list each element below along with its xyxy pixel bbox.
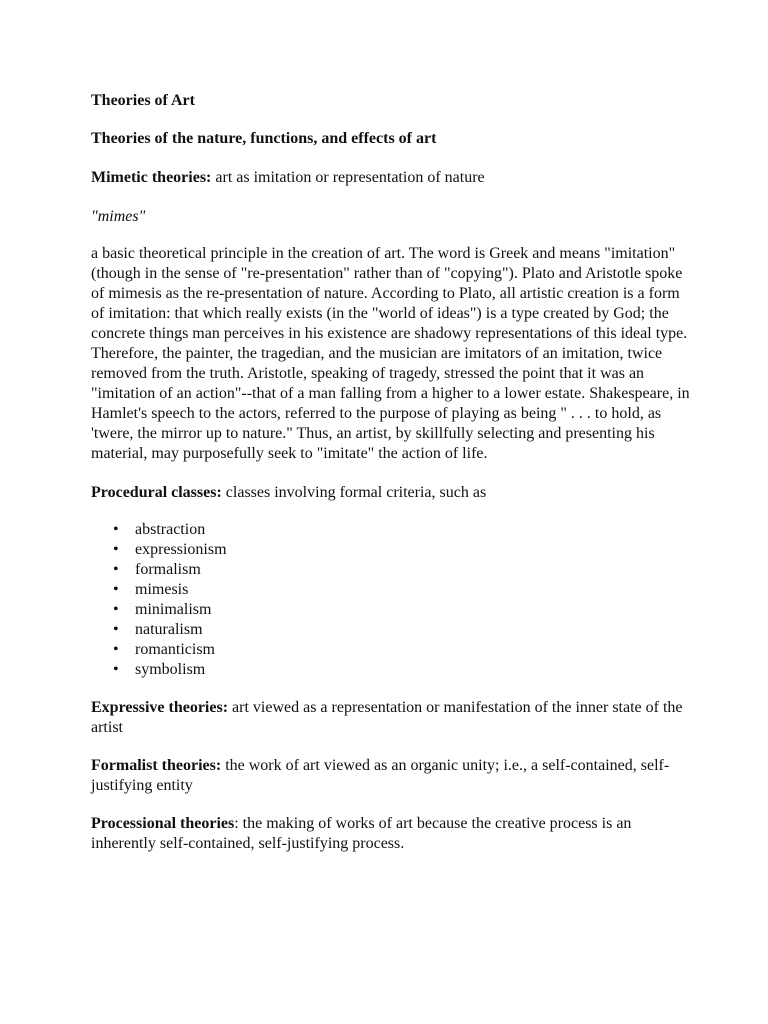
processional-theories-term: Processional theories bbox=[91, 815, 235, 832]
mimetic-theories-paragraph bbox=[91, 168, 691, 188]
expressive-theories-text: art viewed as a representation or manifestation of the inner state of the artist bbox=[91, 699, 683, 736]
mimesis-body-paragraph: a basic theoretical principle in the creation of art. The word is Greek and means "imitation" (though in the sense of "re-presentation" rather than of "copying"). Plato and Aristotle spoke of mimesis as the re-presentation of nature. According to Plato, all artistic creation is a form of imitation: that which really exists (in the "world of ideas") is a type created by God; the concrete things man perceives in his existence are shadowy representations of this ideal type. Therefore, the painter, the tragedian, and the musician are imitators of an imitation, twice removed from the truth. Aristotle, speaking of tragedy, stressed the point that it was an "imitation of an action"--that of a man falling from a higher to a lower estate. Shakespeare, in Hamlet's speech to the actors, referred to the purpose of playing as being " . . . to hold, as 'twere, the mirror up to nature." Thus, an artist, by skillfully selecting and presenting his material, may purposefully seek to "imitate" the action of life. bbox=[91, 245, 690, 462]
list-item: • mimesis bbox=[135, 580, 691, 600]
list-item: • minimalism bbox=[135, 600, 691, 620]
formalist-theories-term: Formalist theories: bbox=[91, 757, 222, 774]
list-item: • expressionism bbox=[135, 540, 691, 560]
document-page bbox=[91, 91, 691, 872]
mimes-term: "mimes" bbox=[91, 208, 146, 225]
processional-theories-text: : the making of works of art because the creative process is an inherently self-contained, self-justifying process. bbox=[91, 815, 632, 852]
procedural-classes-term: Procedural classes: bbox=[91, 484, 222, 501]
procedural-classes-paragraph bbox=[91, 483, 691, 503]
list-item: • abstraction bbox=[135, 520, 691, 540]
procedural-classes-text: classes involving formal criteria, such as bbox=[221, 484, 487, 501]
procedural-classes-list bbox=[91, 520, 691, 680]
formalist-theories-text: the work of art viewed as an organic unity; i.e., a self-contained, self-justifying entity bbox=[91, 757, 670, 794]
document-subtitle: Theories of the nature, functions, and effects of art bbox=[91, 130, 437, 147]
processional-theories-paragraph bbox=[91, 814, 691, 854]
mimetic-theories-text: art as imitation or representation of nature bbox=[211, 169, 485, 186]
mimetic-theories-term: Mimetic theories: bbox=[91, 169, 212, 186]
formalist-theories-paragraph bbox=[91, 756, 691, 796]
list-item: • romanticism bbox=[135, 640, 691, 660]
expressive-theories-term: Expressive theories: bbox=[91, 699, 229, 716]
list-item: • formalism bbox=[135, 560, 691, 580]
list-item: • symbolism bbox=[135, 660, 691, 680]
document-title: Theories of Art bbox=[91, 92, 195, 109]
list-item: • naturalism bbox=[135, 620, 691, 640]
expressive-theories-paragraph bbox=[91, 698, 691, 738]
